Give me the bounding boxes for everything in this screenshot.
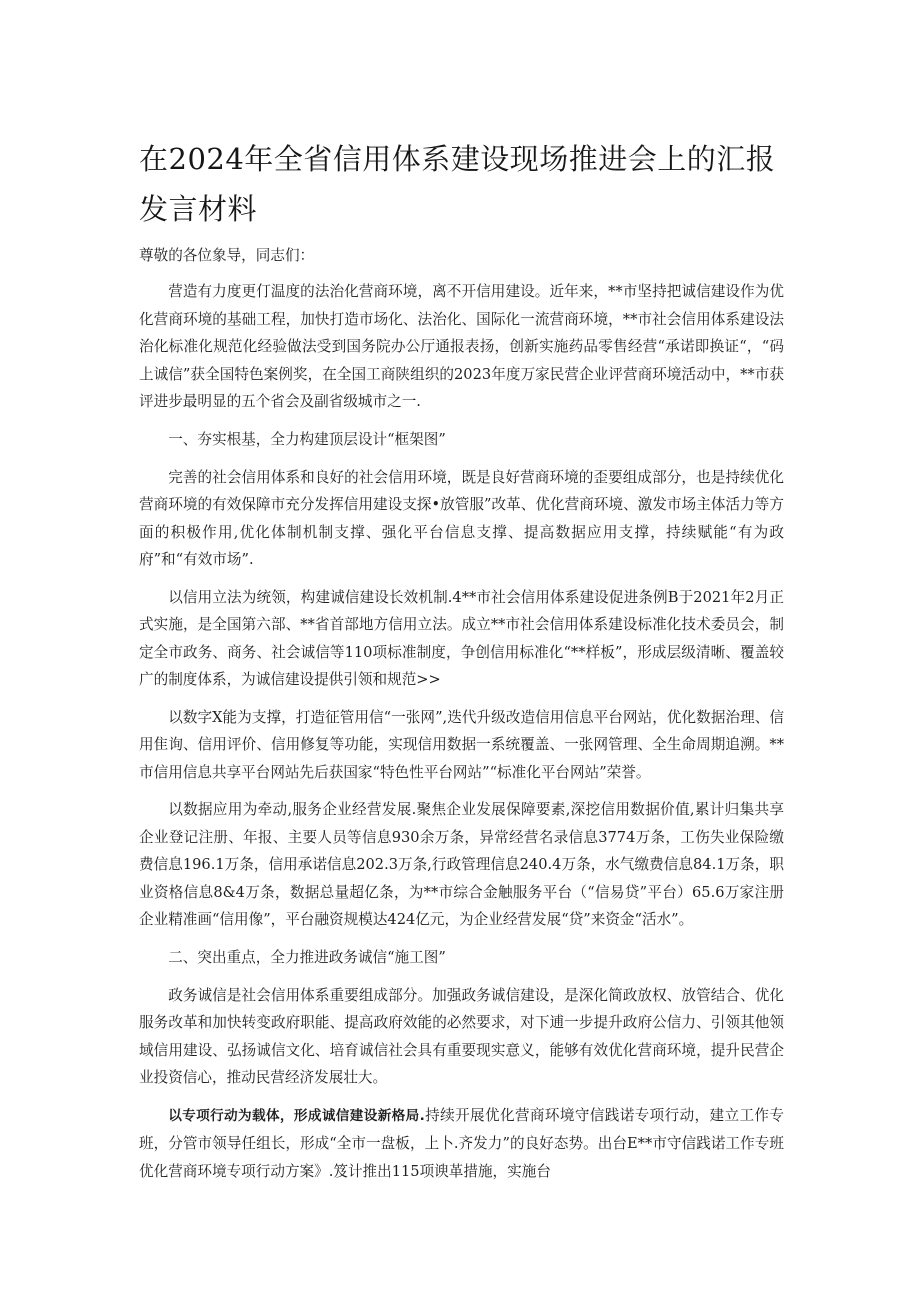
intro-paragraph: 营造有力度更仃温度的法治化营商环境，离不开信用建设。近年来，**市坚持把诚信建设作为优化营商环境的基础工程，加快打造市场化、法治化、国际化一流营商环境，**市社会信用体系建设法治化标准化规范化经验做法受到国务院办公厅通报表扬，创新实施药品零售经营“承诺即换证“，“码上诚信”获全国特色案例奖，在全国工商陕组织的2023年度万家民营企业评营商环境活动中，**市获评进步最明显的五个省会及副省级城市之一.	[139, 283, 784, 410]
section-2-paragraph-2-text: 持续开展优化营商环境守信践诺专项行动，建立工作专班，分管市领导任组长，形成“全市一盘板，上卜.齐发力”的良好态势。出台E**市守信践诺工作专班优化营商环境专项行动方案》.笈计推出115项谀革措施，实施台	[139, 1106, 784, 1180]
section-1-paragraph-2: 以信用立法为统领，构建诚信建设长效机制.4**市社会信用体系建设促进条例B于2021年2月正式实施，是全国第六部、**省首部地方信用立法。成立**市社会信用体系建设标准化技术委员会，制定全市政务、商务、社会诚信等110项标准制度，争创信用标准化“**样板”，形成层级清晰、覆盖较广的制度体系，为诚信建设提供引领和规范>>	[139, 588, 784, 688]
section-2-heading: 二、突出重点，全力推进政务诚信“施工图”	[168, 948, 446, 966]
section-2-paragraph-2	[139, 1102, 784, 1186]
section-1-paragraph-4: 以数据应用为牵动,服务企业经营发展.聚焦企业发展保障要素,深挖信用数据价值,累计归集共享企业登记注册、年报、主要人员等信息930余万条，异常经营名录信息3774万条，工伤失业保险缴费信息196.1万条，信用承诺信息202.3万条,行政管理信息240.4万条，水气缴费信息84.1万条，职业资格信息8&4万条，数据总量超亿条，为**市综合金触服务平台（“信易贷”平台）65.6万家注册企业精准画“信用像”，平台融资规模达424亿元，为企业经营发展“贷”来资金“活水”。	[139, 801, 784, 928]
section-1-paragraph-3: 以数字X能为支撑，打造征管用信“一张网”,迭代升级改造信用信息平台网站，优化数据治理、信用隹询、信用评价、信用修复等功能，实现信用数据一系统覆盖、一张网管理、全生命周期追溯。**市信用信息共享平台网站先后获国家“特色性平台网站”“标准化平台网站”荣誉。	[139, 708, 784, 781]
section-2-paragraph-2-lead: 以专项行动为载体，形成诚信建设新格局.	[168, 1107, 425, 1124]
section-1-paragraph-1: 完善的社会信用体系和良好的社会信用环境，既是良好营商环境的歪要组成部分，也是持续优化营商环境的有效保障市充分发挥信用建设支探•放管服”改革、优化营商环境、激发市场主体活力等方面的积极作用,优化体制机制支撑、强化平台信息支撑、提高数据应用支撑，持续赋能“有为政府”和“有效市场”.	[139, 468, 784, 568]
section-2-paragraph-1: 政务诚信是社会信用体系重要组成部分。加强政务诚信建设，是深化简政放权、放管结合、优化服务改革和加快转变政府职能、提高政府效能的必然要求，对下逋一步提升政府公信力、引领其他领域信用建设、弘扬诚信文化、培育诚信社会具有重要现实意义，能够有效优化营商环境，提升民营企业投资信心，推动民营经济发展壮大。	[139, 986, 784, 1086]
section-1-heading: 一、夯实根基，全力构建顶层设计“框架图”	[168, 430, 446, 448]
document-title: 在2024年全省信用体系建设现场推进会上的汇报发言材料	[139, 142, 776, 226]
document-body	[139, 242, 784, 1195]
salutation: 尊敬的各位象导，同志们：	[139, 247, 315, 264]
